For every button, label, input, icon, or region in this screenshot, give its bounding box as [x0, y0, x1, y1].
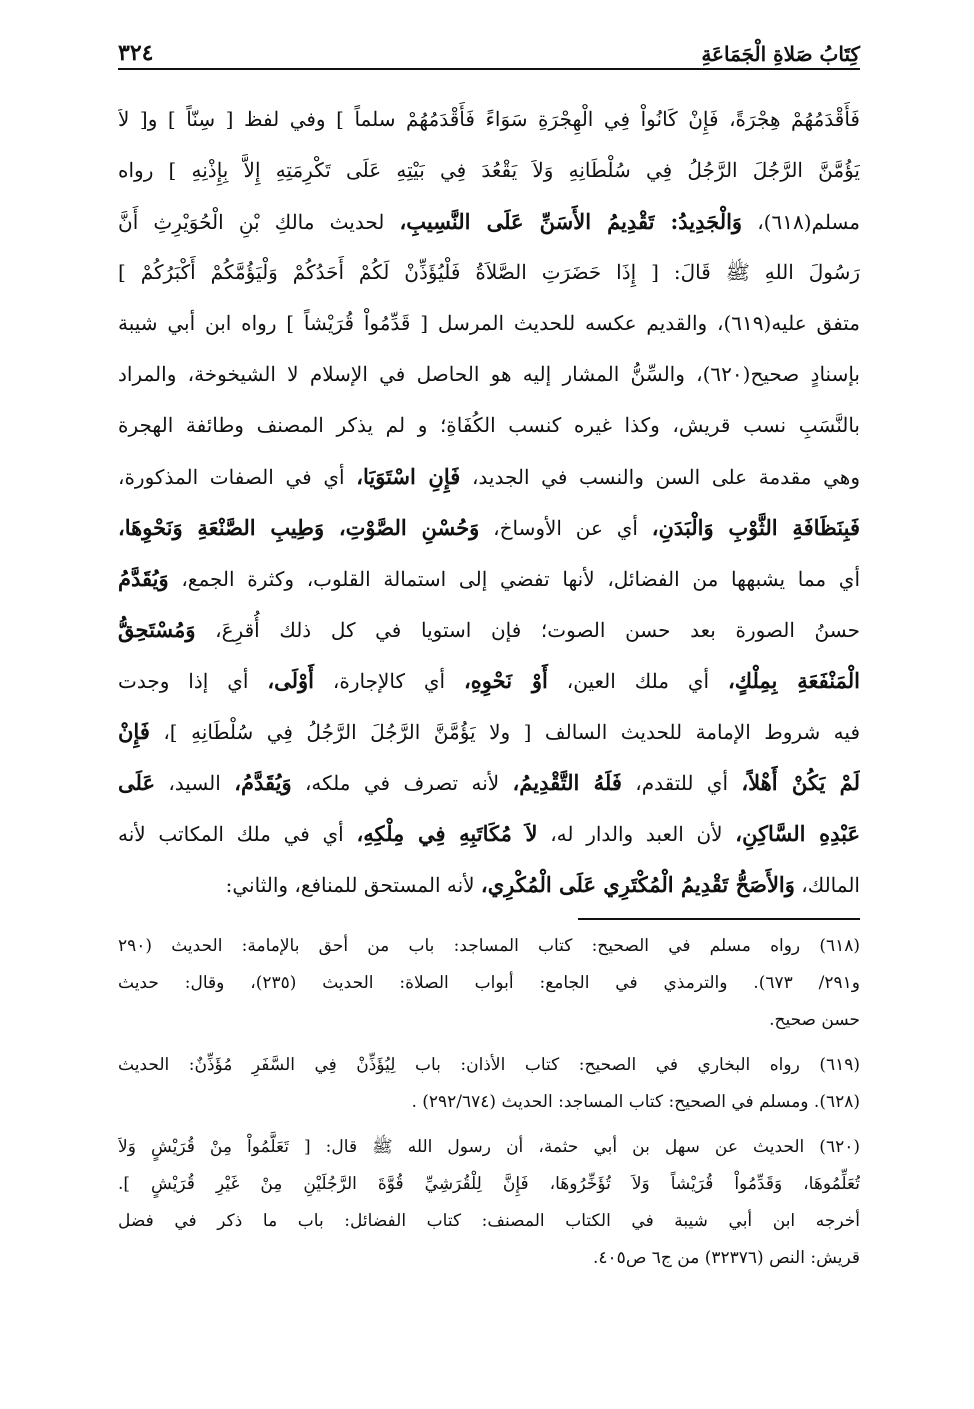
matn-text: فَبِنَظَافَةِ الثَّوْبِ وَالْبَدَنِ، [651, 515, 860, 540]
text-line [118, 502, 860, 553]
text-line [118, 145, 860, 196]
main-text [118, 94, 860, 910]
footnote-line: حسن صحيح. [769, 1010, 860, 1030]
text-line [118, 94, 860, 145]
sharh-text: أي في الصفات المذكورة، [118, 465, 357, 489]
text-line [118, 400, 860, 451]
sharh-text: حسنُ الصورة بعد حسن الصوت؛ فإن استويا في كل ذلك أُقرِعَ، [195, 618, 860, 642]
matn-text: فَلَهُ التَّقْدِيمُ، [512, 770, 622, 795]
text-line [118, 604, 860, 655]
text-line [118, 196, 860, 247]
footnote-line: (٦١٩) رواه البخاري في الصحيح: كتاب الأذان: باب لِيُؤَذِّنْ فِي السَّفَرِ مُؤَذِّنٌ: الحديث [118, 1055, 860, 1075]
sharh-text: فيه شروط الإمامة للحديث السالف [ ولا يَؤُمَّنَّ الرَّجُلَ الرَّجُلُ فِي سُلْطَانِهِ ]، [149, 720, 860, 744]
matn-text: وَيُقَدَّمُ، [234, 770, 292, 795]
sharh-text: ، والسِّنُّ المشار إليه هو الحاصل في الإسلام لا الشيخوخة، والمراد [118, 362, 703, 386]
sharh-text: بإسنادٍ صحيح [750, 362, 860, 386]
sharh-text: السيد، [155, 771, 235, 795]
footnote-619 [118, 1047, 860, 1121]
text-line [118, 553, 860, 604]
footnote-line: و٢٩١/ ٦٧٣). والترمذي في الجامع: أبواب الصلاة: الحديث (٢٣٥)، وقال: حديث [118, 973, 860, 993]
text-line [118, 349, 860, 400]
matn-text: لَمْ يَكُنْ أَهْلاً، [741, 770, 860, 795]
sharh-text: وهي مقدمة على السن والنسب في الجديد، [460, 465, 860, 489]
footnote-line: (٦٢٨). ومسلم في الصحيح: كتاب المساجد: الحديث (٢٩٢/٦٧٤) . [411, 1092, 860, 1112]
matn-text: عَلَى [118, 770, 155, 795]
sharh-text: أي ملك العين، [547, 669, 728, 693]
sharh-text: لحديث مالكِ بْنِ الْحُوَيْرِثِ أَنَّ [118, 210, 400, 234]
sharh-text: (٦٢٠) [702, 362, 751, 386]
footnotes [118, 928, 860, 1277]
footnote-618 [118, 928, 860, 1039]
matn-text: لاَ مُكَاتَبِهِ فِي مِلْكِهِ، [356, 821, 538, 846]
matn-text: أَوْ نَحْوِهِ، [464, 668, 548, 693]
sharh-text: أي كالإجارة، [313, 669, 465, 693]
matn-text: الْمَنْفَعَةِ بِمِلْكٍ، [727, 668, 860, 693]
matn-text: وَالْجَدِيدُ: تَقْدِيمُ الأَسَنِّ عَلَى النَّسِيبِ، [399, 209, 743, 234]
sharh-text: أي عن الأوساخ، [479, 516, 652, 540]
sharh-text: أي مما يشبهها من الفضائل، لأنها تفضي إلى استمالة القلوب، وكثرة الجمع، [168, 567, 860, 591]
text-line [118, 706, 860, 757]
text-line [118, 859, 860, 910]
matn-text: فَإِنِ اسْتَوَيَا، [356, 464, 461, 489]
matn-text: وَمُسْتَحِقُّ [118, 617, 196, 642]
chapter-title: كِتَابُ صَلاةِ الْجَمَاعَةِ [693, 42, 860, 66]
sharh-text: رَسُولَ اللهِ ﷺ قَالَ: [ إِذَا حَضَرَتِ الصَّلاَةُ فَلْيُؤَذِّنْ لَكُمْ أَحَدُكُمْ وَلْيَؤُمَّكُمْ أَكْبَرُكُمْ ] [118, 260, 860, 284]
sharh-text: مسلم [811, 210, 860, 234]
sharh-text: لأنه تصرف في ملكه، [291, 771, 513, 795]
sharh-text: ، والقديم عكسه للحديث المرسل [ قَدِّمُواْ قُرَيْشاً ] رواه ابن أبي شيبة [118, 311, 724, 335]
sharh-text: فَأَقْدَمُهُمْ هِجْرَةً، فَإِنْ كَانُواْ فِي الْهِجْرَةِ سَوَاءً فَأَقْدَمُهُمْ سلماً ] وفي لفظ [ سِنّاً ] و[ لاَ [118, 107, 860, 131]
sharh-text: (٦١٨) [763, 210, 812, 234]
page-number: ٣٢٤ [118, 40, 161, 66]
sharh-text: المالك، [794, 873, 860, 897]
sharh-text: يَؤُمَّنَّ الرَّجُلَ الرَّجُلُ فِي سُلْطَانِهِ وَلاَ يَقْعُدَ فِي بَيْتِهِ عَلَى تَكْرِمَتِهِ إِلاَّ بِإِذْنِهِ ] رواه [118, 158, 860, 182]
sharh-text: أي في ملك المكاتب لأنه [118, 822, 357, 846]
text-line [118, 451, 860, 502]
footnote-line: تُعَلِّمُوهَا، وَقَدِّمُواْ قُرَيْشاً وَلاَ تُؤَخِّرُوهَا، فَإِنَّ لِلْقُرَشِيِّ قُوَّةَ الرَّجُلَيْنِ مِنْ غَيْرِ قُرَيْشٍ ]. [118, 1174, 860, 1194]
matn-text: وَحُسْنِ الصَّوْتِ، وَطِيبِ الصَّنْعَةِ وَنَحْوِهَا، [118, 515, 480, 540]
sharh-text: لأن العبد والدار له، [537, 822, 736, 846]
footnote-line: (٦٢٠) الحديث عن سهل بن أبي حثمة، أن رسول الله ﷺ قال: [ تَعَلَّمُواْ مِنْ قُرَيْشٍ وَلاَ [118, 1137, 860, 1157]
matn-text: وَالأَصَحُّ تَقْدِيمُ الْمُكْتَرِي عَلَى الْمُكْرِي، [480, 872, 795, 897]
page-header [118, 34, 860, 74]
sharh-text: أي للتقدم، [621, 771, 742, 795]
text-line [118, 298, 860, 349]
header-rule [118, 68, 860, 70]
footnote-separator [578, 918, 860, 920]
matn-text: وَيُقَدَّمُ [118, 566, 169, 591]
sharh-text: أي إذا وجدت [118, 669, 268, 693]
matn-text: فَإِنْ [118, 719, 150, 744]
text-line [118, 757, 860, 808]
footnote-line: (٦١٨) رواه مسلم في الصحيح: كتاب المساجد: باب من أحق بالإمامة: الحديث (٢٩٠ [118, 936, 860, 956]
footnote-620 [118, 1129, 860, 1277]
footnote-line: أخرجه ابن أبي شيبة في الكتاب المصنف: كتاب الفضائل: باب ما ذكر في فضل [118, 1211, 860, 1231]
matn-text: أَوْلَى، [267, 668, 314, 693]
text-line [118, 247, 860, 298]
text-line [118, 655, 860, 706]
sharh-text: ، [742, 210, 764, 234]
sharh-text: لأنه المستحق للمنافع، والثاني: [225, 873, 481, 897]
sharh-text: متفق عليه [771, 311, 860, 335]
sharh-text: (٦١٩) [723, 311, 772, 335]
text-line [118, 808, 860, 859]
footnote-line: قريش: النص (٣٢٣٧٦) من ج٦ ص٤٠٥. [593, 1248, 860, 1268]
sharh-text: بالنَّسَبِ نسب قريش، وكذا غيره كنسب الكُفَاةِ؛ و لم يذكر المصنف وطائفة الهجرة [118, 413, 860, 437]
matn-text: عَبْدِهِ السَّاكِنِ، [735, 821, 860, 846]
